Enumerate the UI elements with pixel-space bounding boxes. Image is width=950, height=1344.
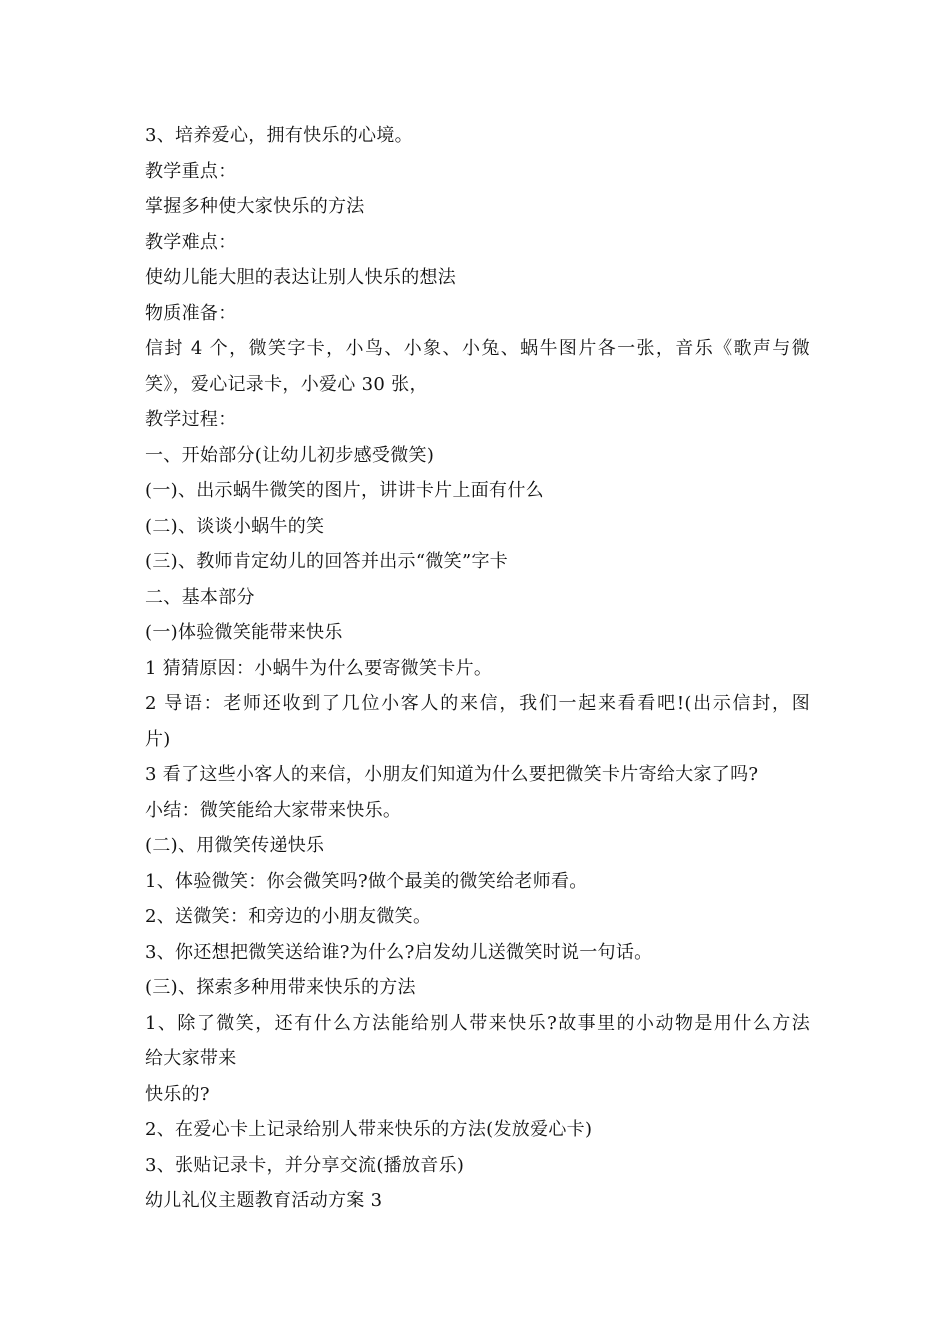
text-line: 信封 4 个，微笑字卡，小鸟、小象、小兔、蜗牛图片各一张，音乐《歌声与微 [145, 338, 810, 359]
text-line: 小结：微笑能给大家带来快乐。 [145, 799, 402, 821]
text-line: 3、你还想把微笑送给谁?为什么?启发幼儿送微笑时说一句话。 [145, 941, 653, 963]
text-line: 使幼儿能大胆的表达让别人快乐的想法 [145, 267, 457, 288]
text-line: 2、在爱心卡上记录给别人带来快乐的方法(发放爱心卡) [145, 1119, 593, 1140]
text-line: 快乐的? [145, 1083, 210, 1105]
text-line: 给大家带来 [145, 1048, 237, 1069]
text-line: 片) [145, 728, 171, 750]
text-line: 2 导语：老师还收到了几位小客人的来信，我们一起来看看吧!(出示信封，图 [145, 693, 810, 714]
text-line: (三)、教师肯定幼儿的回答并出示“微笑”字卡 [145, 551, 509, 572]
section-heading: 物质准备： [145, 302, 237, 324]
text-line: 二、基本部分 [145, 586, 255, 608]
section-heading: 教学难点： [145, 231, 237, 253]
section-heading: 教学重点： [145, 160, 237, 182]
text-line: 3、张贴记录卡，并分享交流(播放音乐) [145, 1154, 465, 1176]
text-line: (二)、谈谈小蜗牛的笑 [145, 515, 325, 537]
text-line: 一、开始部分(让幼儿初步感受微笑) [145, 444, 435, 466]
text-line: 笑》，爱心记录卡，小爱心 30 张， [145, 373, 428, 395]
text-line: 1 猜猜原因：小蜗牛为什么要寄微笑卡片。 [145, 657, 493, 679]
text-line: 掌握多种使大家快乐的方法 [145, 196, 365, 217]
text-line: 3 看了这些小客人的来信，小朋友们知道为什么要把微笑卡片寄给大家了吗? [145, 764, 759, 785]
text-line: 2、送微笑：和旁边的小朋友微笑。 [145, 906, 432, 927]
section-heading: 教学过程： [145, 409, 237, 430]
text-line: (一)体验微笑能带来快乐 [145, 622, 343, 643]
document-title: 幼儿礼仪主题教育活动方案 3 [145, 1190, 383, 1211]
text-line: 1、除了微笑，还有什么方法能给别人带来快乐?故事里的小动物是用什么方法 [145, 1012, 810, 1034]
text-line: (二)、用微笑传递快乐 [145, 835, 325, 856]
text-line: (一)、出示蜗牛微笑的图片，讲讲卡片上面有什么 [145, 480, 544, 501]
document-body [145, 118, 810, 1219]
text-line: 3、培养爱心，拥有快乐的心境。 [145, 125, 413, 146]
text-line: 1、体验微笑：你会微笑吗?做个最美的微笑给老师看。 [145, 870, 588, 892]
text-line: (三)、探索多种用带来快乐的方法 [145, 977, 416, 998]
